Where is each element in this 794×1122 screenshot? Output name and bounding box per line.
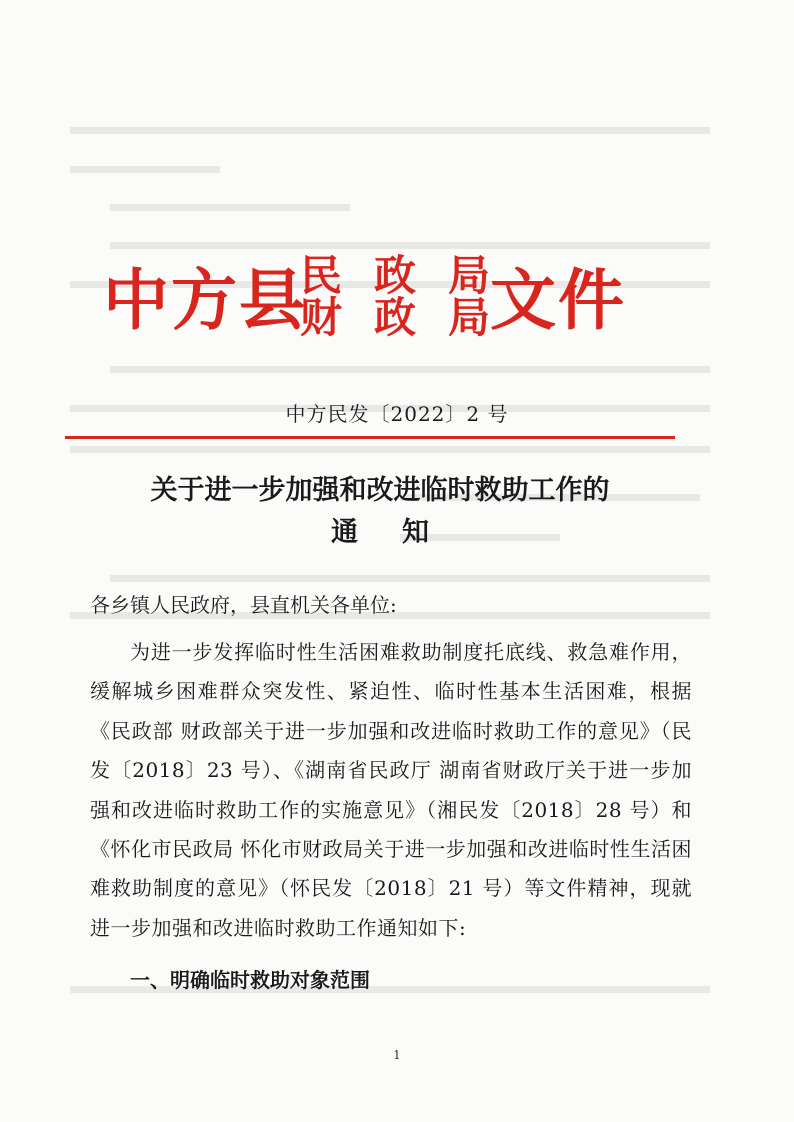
header-document-label: 文件 (490, 261, 626, 339)
title-line-1: 关于进一步加强和改进临时救助工作的 (150, 475, 610, 506)
salutation: 各乡镇人民政府，县直机关各单位: (90, 593, 397, 617)
body-paragraph: 为进一步发挥临时性生活困难救助制度托底线、救急难作用，缓解城乡困难群众突发性、紧迫性、临时性基本生活困难，根据《民政部 财政部关于进一步加强和改进临时救助工作的意见》（民发〔2018〕23 号）、《湖南省民政厅 湖南省财政厅关于进一步加强和改进临时救助工作的实施意见》（湘民发〔2018〕28 号）和《怀化市民政局 怀化市财政局关于进一步加强和改进临时性生活困难救助制度的意见》（怀民发〔2018〕21 号）等文件精神，现就进一步加强和改进临时救助工作通知如下: (90, 640, 692, 940)
document-title (0, 470, 760, 554)
title-line-2: 通知 (331, 517, 473, 548)
red-divider-line (65, 436, 675, 439)
page-number: 1 (393, 1048, 401, 1062)
agency-finance: 财 政 局 (300, 293, 490, 342)
section-heading-1: 一、明确临时救助对象范围 (130, 968, 370, 992)
header-county-name: 中方县 (103, 261, 307, 339)
agency-civil-affairs: 民 政 局 (300, 251, 490, 300)
joint-agency-names (300, 251, 490, 342)
issuing-authority-header (95, 251, 655, 350)
document-number: 中方民发〔2022〕2 号 (285, 402, 509, 426)
